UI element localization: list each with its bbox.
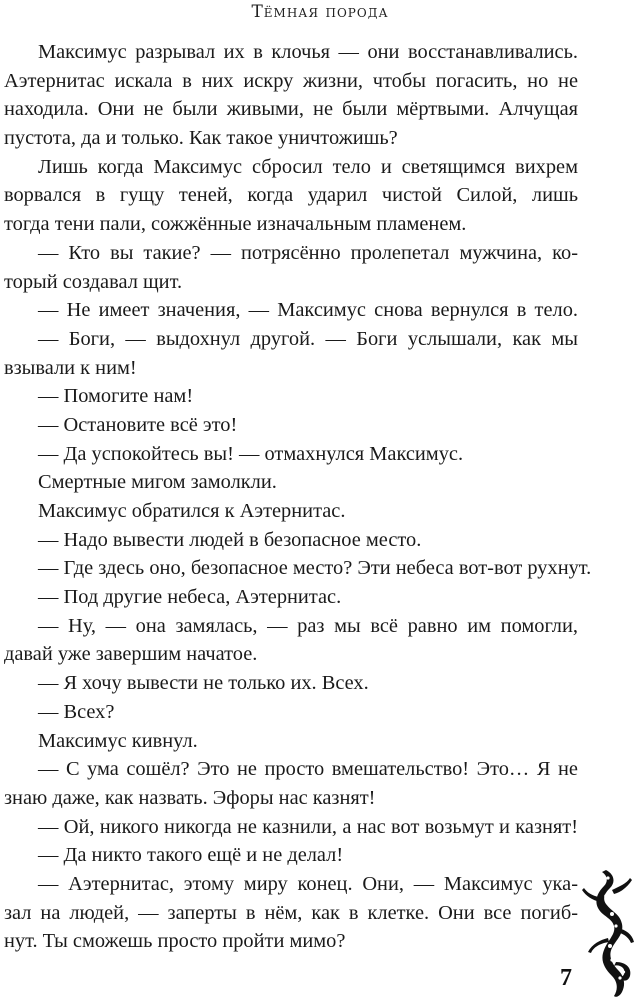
text-line: ворвался в гущу теней, когда ударил чистой Силой, лишь [4, 184, 578, 207]
text-line: — Да успокойтесь вы! — отмахнулся Максимус. [38, 442, 464, 465]
text-line: Максимус разрывал их в клочья — они восстанавливались. [38, 41, 578, 63]
text-line: — Да никто такого ещё и не делал! [38, 844, 344, 867]
running-head: Тёмная порода [251, 2, 389, 22]
text-line: тогда тени пали, сожжённые изначальным пламенем. [4, 213, 467, 236]
text-line: — Надо вывести людей в безопасное место. [38, 528, 422, 551]
text-line: Максимус кивнул. [38, 729, 198, 752]
text-line: зал на людей, — заперты в нём, как в клетке. Они все погиб- [4, 901, 578, 924]
text-line: — Не имеет значения, — Максимус снова вернулся в тело. [38, 299, 578, 322]
text-line: — С ума сошёл? Это не просто вмешательство! Это… Я не [38, 758, 578, 781]
text-line: находила. Они не были живыми, не были мёртвыми. Алчущая [4, 98, 578, 121]
body-text [4, 38, 592, 956]
text-line: взывали к ним! [4, 356, 137, 379]
text-line: пустота, да и только. Как такое уничтожишь? [4, 127, 398, 150]
text-line: торый создавал щит. [4, 270, 183, 293]
text-line: — Кто вы такие? — потрясённо пролепетал мужчина, ко- [38, 241, 578, 264]
text-line: Смертные мигом замолкли. [38, 471, 277, 494]
lizard-ornament-icon [572, 866, 638, 1000]
text-line: — Ну, — она замялась, — раз мы всё равно им помогли, [38, 614, 578, 637]
text-line: знаю даже, как назвать. Эфоры нас казнят! [4, 786, 376, 809]
text-line: — Под другие небеса, Аэтернитас. [38, 586, 342, 609]
text-line: Лишь когда Максимус сбросил тело и светящимся вихрем [38, 155, 578, 178]
text-line: — Я хочу вывести не только их. Всех. [38, 672, 369, 695]
text-line: нут. Ты сможешь просто пройти мимо? [4, 930, 346, 953]
text-line: Максимус обратился к Аэтернитас. [38, 500, 346, 522]
text-line: — Ой, никого никогда не казнили, а нас вот возьмут и казнят! [38, 815, 578, 838]
text-line: — Где здесь оно, безопасное место? Эти небеса вот-вот рухнут. [38, 557, 592, 580]
text-line: — Всех? [38, 700, 115, 723]
text-line: — Помогите нам! [38, 385, 194, 408]
text-line: Аэтернитас искала в них искру жизни, чтобы погасить, но не [4, 69, 578, 92]
text-line: — Аэтернитас, этому миру конец. Они, — Максимус ука- [38, 872, 578, 895]
text-line: — Остановите всё это! [38, 413, 238, 436]
text-line: — Боги, — выдохнул другой. — Боги услышали, как мы [38, 327, 578, 350]
page-number: 7 [560, 965, 572, 991]
text-line: давай уже завершим начатое. [4, 643, 258, 666]
